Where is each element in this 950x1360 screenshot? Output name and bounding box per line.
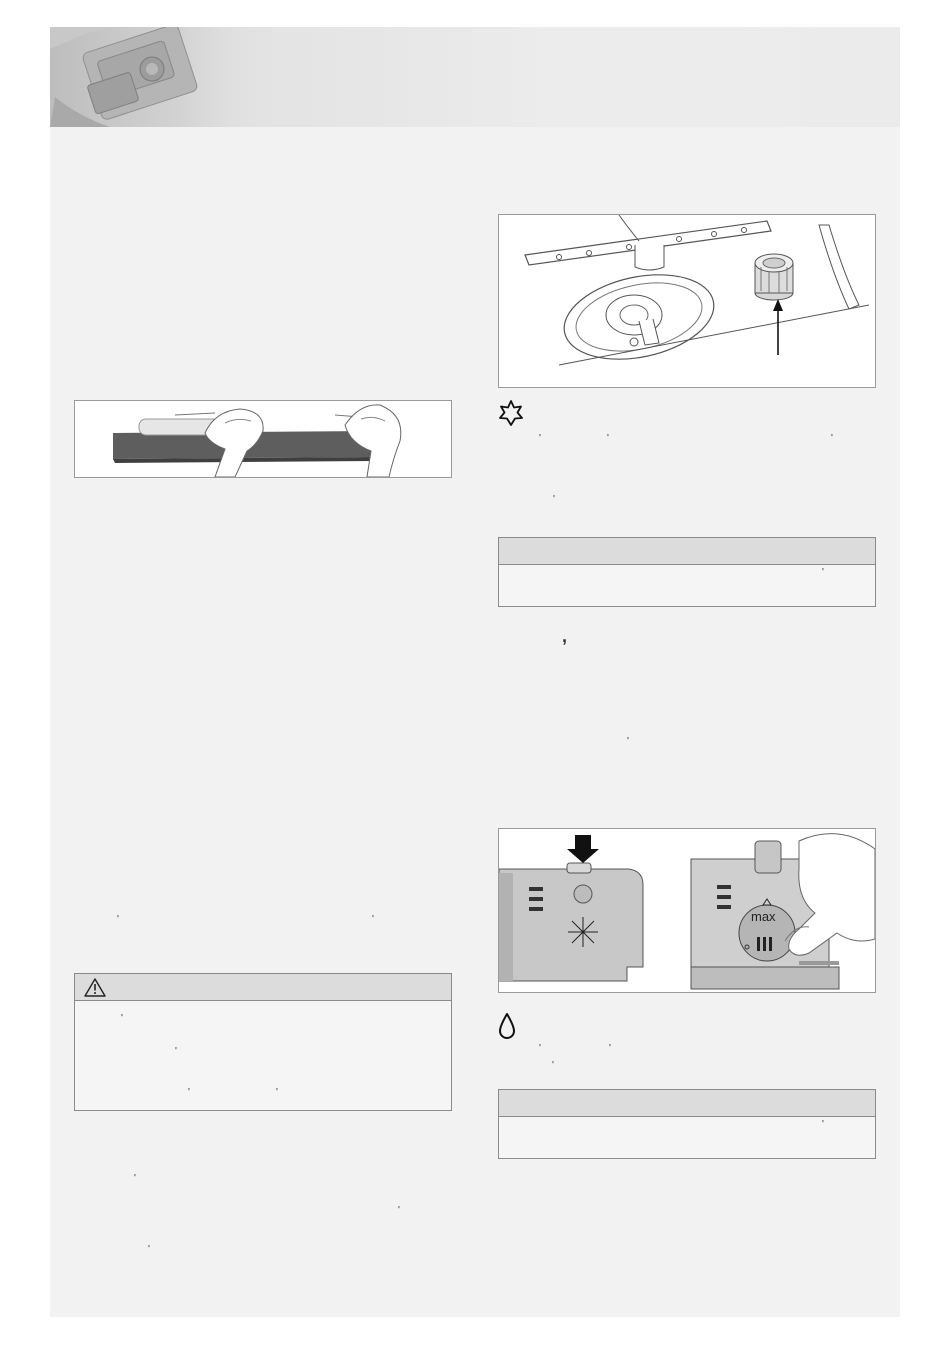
stray-mark: ' <box>121 1013 123 1024</box>
star-outline-icon <box>498 400 524 431</box>
stray-mark: ' <box>539 1043 541 1054</box>
stray-mark: ' <box>552 1060 554 1071</box>
stray-mark: ' <box>627 736 629 747</box>
stray-mark: ' <box>539 433 541 444</box>
dishwasher-dispenser-photo-icon <box>50 27 270 127</box>
stray-mark: ' <box>609 1043 611 1054</box>
stray-mark: ' <box>822 567 824 578</box>
basket-handling-illustration-icon <box>74 400 452 478</box>
stray-mark: ' <box>553 494 555 505</box>
stray-mark: , <box>562 626 568 646</box>
stray-mark: ' <box>134 1173 136 1184</box>
info-box <box>498 537 876 607</box>
stray-mark: ' <box>607 433 609 444</box>
water-drop-icon <box>498 1012 516 1045</box>
page <box>50 27 900 1317</box>
dispenser-level-label: max <box>751 909 776 924</box>
info-box-header <box>499 1090 875 1117</box>
warning-box-header <box>75 974 451 1001</box>
stray-mark: ' <box>372 914 374 925</box>
stray-mark: ' <box>175 1046 177 1057</box>
stray-mark: ' <box>117 914 119 925</box>
warning-triangle-icon <box>84 978 106 1002</box>
info-box <box>498 1089 876 1159</box>
warning-box <box>74 973 452 1111</box>
header-band <box>50 27 900 127</box>
stray-mark: ' <box>148 1244 150 1255</box>
stray-mark: ' <box>276 1087 278 1098</box>
stray-mark: ' <box>831 433 833 444</box>
stray-mark: ' <box>188 1087 190 1098</box>
stray-mark: ' <box>822 1119 824 1130</box>
info-box-header <box>499 538 875 565</box>
detergent-dispenser-illustration-icon <box>498 828 876 993</box>
stray-mark: ' <box>398 1205 400 1216</box>
rinse-aid-cap-illustration-icon <box>498 214 876 388</box>
